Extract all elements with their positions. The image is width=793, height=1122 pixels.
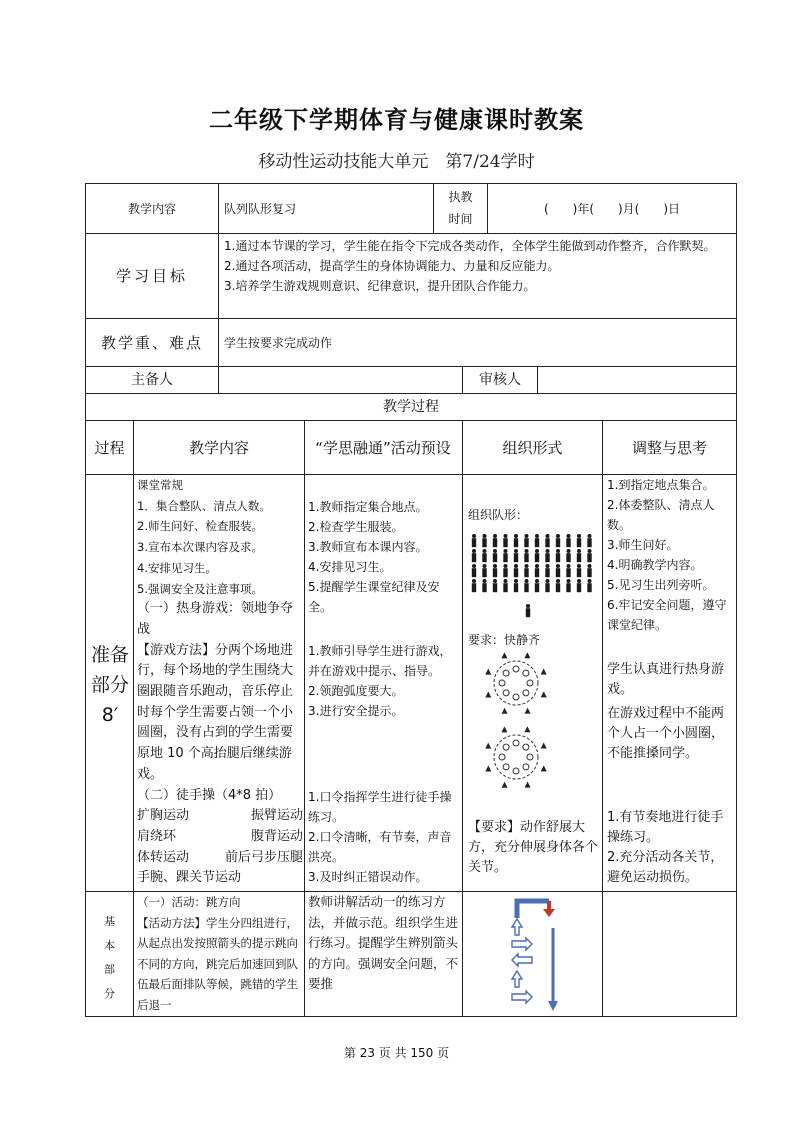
student-figure — [577, 568, 581, 577]
small-circle — [513, 768, 519, 774]
student-figure — [526, 608, 530, 617]
student-figure — [524, 538, 528, 547]
adjust-text-3: 在游戏过程中不能两个人占一个小圆圈，不能推搡同学。 — [607, 706, 725, 761]
small-circle — [503, 670, 509, 676]
student-figure — [556, 538, 560, 547]
student-figure — [504, 579, 508, 583]
student-figure — [577, 579, 581, 583]
student-figure — [524, 583, 528, 592]
student-figure — [566, 538, 570, 547]
student-figure — [483, 549, 487, 553]
formation-figures — [468, 532, 598, 622]
student-figure — [556, 534, 560, 538]
student-figure — [556, 568, 560, 577]
student-figure — [504, 534, 508, 538]
student-figure — [546, 579, 550, 583]
student-figure — [556, 579, 560, 583]
adjust-text-2: 学生认真进行热身游戏。 — [607, 662, 725, 697]
student-figure — [472, 538, 476, 547]
student-figure — [504, 549, 508, 553]
list-item: 3.宣布本次课内容及求。 — [137, 540, 263, 555]
student-figure — [482, 553, 486, 562]
student-figure — [587, 553, 591, 562]
goals-label: 学习目标 — [115, 267, 188, 285]
game-method: 【游戏方法】分两个场地进行，每个场地的学生围绕大圈跟随音乐跑动，音乐停止时每个学生需要占领一个小圆圈，没有占到的学生需要原地 10 个高抬腿后继续游戏。 — [137, 642, 294, 782]
student-figure — [535, 579, 539, 583]
date-value: ( )年( )月( )日 — [543, 201, 681, 216]
list-item: 4.安排见习生。 — [137, 560, 217, 575]
student-figure — [504, 564, 508, 568]
small-circle — [499, 680, 505, 686]
student-figure — [588, 564, 592, 568]
student-marker — [541, 765, 547, 771]
org-label: 组织队形： — [468, 508, 529, 522]
student-figure — [577, 549, 581, 553]
student-figure — [482, 583, 486, 592]
student-marker — [485, 743, 491, 749]
student-figure — [577, 553, 581, 562]
small-circle — [499, 754, 505, 760]
student-figure — [546, 534, 550, 538]
student-figure — [545, 583, 549, 592]
small-circle — [513, 740, 519, 746]
student-figure — [577, 583, 581, 592]
adjust-list-4: 1.有节奏地进行徒手操练习。 2.充分活动各关节，避免运动损伤。 — [607, 810, 724, 885]
student-figure — [556, 549, 560, 553]
student-figure — [503, 538, 507, 547]
small-circle — [527, 754, 533, 760]
student-figure — [587, 568, 591, 577]
small-circle — [513, 666, 519, 672]
student-figure — [588, 549, 592, 553]
student-figure — [545, 553, 549, 562]
small-circle — [523, 690, 529, 696]
student-figure — [587, 538, 591, 547]
exercise-table: 扩胸运动 振臂运动 肩绕环 腹背运动 体转运动 前后弓步压腿 手腕、踝关节运动 — [137, 808, 303, 886]
student-figure — [503, 568, 507, 577]
student-figure — [483, 579, 487, 583]
student-figure — [472, 583, 476, 592]
student-figure — [566, 553, 570, 562]
student-figure — [567, 579, 571, 583]
student-figure — [482, 538, 486, 547]
small-circle — [503, 744, 509, 750]
process-title: 教学过程 — [383, 399, 439, 415]
student-marker — [502, 708, 508, 714]
content-label: 教学内容 — [127, 201, 176, 216]
col-org: 组织形式 — [502, 438, 563, 457]
list-item: 课堂常规 — [137, 478, 183, 492]
student-figure — [514, 579, 518, 583]
student-figure — [556, 564, 560, 568]
student-marker — [485, 669, 491, 675]
small-circle — [523, 744, 529, 750]
reviewer-label: 审核人 — [479, 372, 521, 388]
teach-time-label: 执教 时间 — [448, 190, 473, 226]
student-figure — [567, 564, 571, 568]
basic-content: （一）活动：跳方向 【活动方法】学生分四组进行，从起点出发按照箭头的提示跳向不同的方向，跳完后加速回到队伍最后面排队等候，跳错的学生后退一 — [137, 895, 298, 1012]
student-figure — [472, 568, 476, 577]
student-figure — [545, 568, 549, 577]
col-activity: “学思融通”活动预设 — [315, 438, 451, 457]
student-figure — [566, 568, 570, 577]
student-figure — [525, 579, 529, 583]
student-marker — [541, 742, 547, 748]
student-figure — [556, 553, 560, 562]
prep-section-label: 准备部分8′ — [90, 644, 129, 726]
student-figure — [472, 579, 476, 583]
student-figure — [493, 549, 497, 553]
student-figure — [588, 534, 592, 538]
student-marker — [525, 708, 531, 714]
basic-activity: 教师讲解活动一的练习方法，并做示范。组织学生进行练习。提醒学生辨别箭头的方向。强调安全问题，不要推 — [308, 894, 459, 991]
student-figure — [567, 534, 571, 538]
student-figure — [483, 564, 487, 568]
small-circle — [523, 670, 529, 676]
focus-value: 学生按要求完成动作 — [224, 335, 333, 350]
activity-list-2: 1.教师引导学生进行游戏，并在游戏中提示、指导。 2.领跑弧度要大。 3.进行安全提示。 — [308, 644, 452, 718]
goal-item: 3.培养学生游戏规则意识、纪律意识，提升团队合作能力。 — [224, 279, 536, 293]
goal-item: 2.通过各项活动，提高学生的身体协调能力、力量和反应能力。 — [224, 259, 560, 273]
goals-list — [224, 236, 732, 318]
activity-list-3: 1.口令指挥学生进行徒手操练习。 2.口令清晰，有节奏，声音洪亮。 3.及时纠正错误动作。 — [308, 790, 452, 884]
student-marker — [525, 782, 531, 788]
focus-label: 教学重、难点 — [100, 333, 203, 352]
list-item: 5.强调安全及注意事项。 — [137, 581, 263, 596]
student-figure — [493, 538, 497, 547]
student-figure — [472, 553, 476, 562]
student-figure — [472, 549, 476, 553]
big-circle — [494, 661, 538, 705]
student-figure — [535, 534, 539, 538]
goal-item: 1.通过本节课的学习，学生能在指令下完成各类动作，全体学生能做到动作整齐，合作默契。 — [224, 239, 716, 253]
student-marker — [501, 726, 507, 732]
student-figure — [526, 604, 530, 608]
student-marker — [524, 726, 530, 732]
student-marker — [485, 766, 491, 772]
small-circle — [503, 764, 509, 770]
student-marker — [541, 691, 547, 697]
student-figure — [525, 564, 529, 568]
student-figure — [514, 583, 518, 592]
student-figure — [587, 583, 591, 592]
small-circle — [523, 764, 529, 770]
small-circle — [503, 690, 509, 696]
student-figure — [556, 583, 560, 592]
page-footer: 第 23 页 共 150 页 — [343, 1046, 450, 1060]
exercise-title: （二）徒手操（4*8 拍） — [137, 787, 282, 803]
prep-content — [137, 475, 303, 890]
student-figure — [493, 534, 497, 538]
student-marker — [501, 653, 507, 658]
student-figure — [472, 534, 476, 538]
org-require-2: 【要求】动作舒展大方，充分伸展身体各个关节。 — [468, 820, 599, 875]
basic-section-label: 基本部分 — [104, 914, 115, 1000]
student-figure — [493, 568, 497, 577]
student-figure — [514, 538, 518, 547]
main-preparer-label: 主备人 — [131, 372, 173, 388]
page-title: 二年级下学期体育与健康课时教案 — [209, 106, 584, 134]
student-figure — [514, 549, 518, 553]
student-figure — [567, 549, 571, 553]
small-circle — [527, 680, 533, 686]
content-value: 队列队形复习 — [224, 201, 297, 216]
page-subtitle: 移动性运动技能大单元 第7/24学时 — [258, 152, 535, 172]
student-figure — [503, 553, 507, 562]
student-figure — [535, 564, 539, 568]
student-figure — [545, 538, 549, 547]
adjust-list-1: 1.到指定地点集合。 2.体委整队、清点人数。 3.师生问好。 4.明确教学内容。 5.见习生出列旁听。 6.牢记安全问题，遵守课堂纪律。 — [607, 478, 727, 632]
student-figure — [546, 549, 550, 553]
col-process: 过程 — [94, 438, 125, 457]
student-figure — [514, 534, 518, 538]
student-figure — [577, 534, 581, 538]
reviewer-value — [538, 367, 736, 393]
org-require: 要求：快静齐 — [468, 633, 541, 647]
student-figure — [514, 564, 518, 568]
col-adjust: 调整与思考 — [631, 438, 707, 457]
student-figure — [535, 538, 539, 547]
student-marker — [502, 782, 508, 788]
student-figure — [525, 549, 529, 553]
student-figure — [525, 534, 529, 538]
student-marker — [524, 653, 530, 658]
student-figure — [472, 564, 476, 568]
list-item: 1．集合整队、清点人数。 — [137, 498, 271, 513]
student-figure — [524, 568, 528, 577]
student-figure — [514, 568, 518, 577]
game-title: （一）热身游戏：领地争夺战 — [137, 601, 294, 637]
student-figure — [546, 564, 550, 568]
main-preparer-value — [219, 367, 462, 393]
student-figure — [493, 564, 497, 568]
list-item: 2.师生问好、检查服装。 — [137, 519, 263, 534]
student-figure — [503, 583, 507, 592]
student-figure — [535, 583, 539, 592]
student-figure — [588, 579, 592, 583]
student-figure — [535, 568, 539, 577]
student-figure — [524, 553, 528, 562]
small-circle — [513, 694, 519, 700]
student-marker — [485, 692, 491, 698]
activity-list-1: 1.教师指定集合地点。 2.检查学生服装。 3.教师宣布本课内容。 4.安排见习生。 5.提醒学生课堂纪律及安全。 — [308, 500, 440, 614]
direction-arrows-diagram — [505, 893, 565, 1015]
circle-game-diagram — [478, 653, 588, 793]
student-figure — [483, 534, 487, 538]
student-figure — [535, 553, 539, 562]
student-figure — [535, 549, 539, 553]
student-figure — [493, 553, 497, 562]
student-marker — [541, 668, 547, 674]
big-circle — [494, 735, 538, 779]
student-figure — [514, 553, 518, 562]
student-figure — [566, 583, 570, 592]
student-figure — [577, 564, 581, 568]
student-figure — [482, 568, 486, 577]
student-figure — [493, 583, 497, 592]
col-content: 教学内容 — [188, 438, 249, 457]
student-figure — [577, 538, 581, 547]
student-figure — [493, 579, 497, 583]
